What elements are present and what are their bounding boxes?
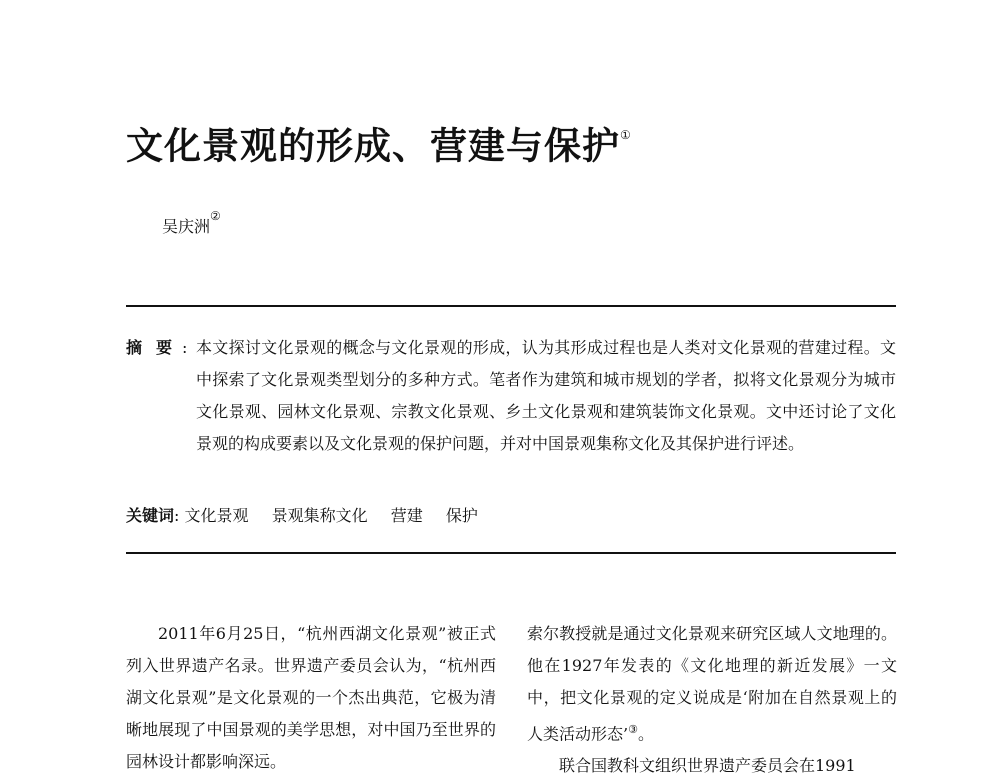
body-column-right: [527, 618, 897, 782]
keyword-item: 营建: [390, 506, 423, 525]
keyword-item: 保护: [445, 506, 478, 525]
keywords-label: 关键词: [126, 506, 175, 525]
keywords-colon: :: [174, 506, 180, 525]
keyword-item: 文化景观: [184, 506, 249, 525]
keywords-line: [126, 503, 496, 529]
abstract-label: 摘 要: [126, 338, 173, 357]
bottom-divider: [126, 552, 896, 554]
top-divider: [126, 305, 896, 307]
body-paragraph: 2011年6月25日，“杭州西湖文化景观”被正式列入世界遗产名录。世界遗产委员会认为，“杭州西湖文化景观”是文化景观的一个杰出典范，它极为清晰地展现了中国景观的美学思想，对中国乃至世界的园林设计都影响深远。: [126, 624, 496, 771]
article-title: [126, 118, 632, 168]
body-paragraph: 索尔教授就是通过文化景观来研究区域人文地理的。他在1927年发表的《文化地理的新近发展》一文中，把文化景观的定义说成是‘附加在自然景观上的人类活动形态’③。: [527, 624, 897, 744]
author-name: 吴庆洲: [162, 217, 211, 236]
abstract-colon: :: [182, 338, 188, 357]
body-paragraph: 联合国教科文组织世界遗产委员会在1991: [559, 756, 856, 776]
author-footnote-marker: ②: [210, 208, 221, 223]
abstract-text: 本文探讨文化景观的概念与文化景观的形成，认为其形成过程也是人类对文化景观的营建过程。文中探索了文化景观类型划分的多种方式。笔者作为建筑和城市规划的学者，拟将文化景观分为城市文化景观、园林文化景观、宗教文化景观、乡土文化景观和建筑装饰文化景观。文中还讨论了文化景观的构成要素以及文化景观的保护问题，并对中国景观集称文化及其保护进行评述。: [196, 338, 896, 453]
body-column-left: [126, 618, 496, 778]
keyword-item: 景观集称文化: [271, 506, 368, 525]
article-author: [162, 208, 221, 237]
title-footnote-marker: ①: [620, 128, 632, 142]
article-title-text: 文化景观的形成、营建与保护: [126, 123, 620, 168]
body-footnote-marker: ③: [628, 723, 638, 736]
